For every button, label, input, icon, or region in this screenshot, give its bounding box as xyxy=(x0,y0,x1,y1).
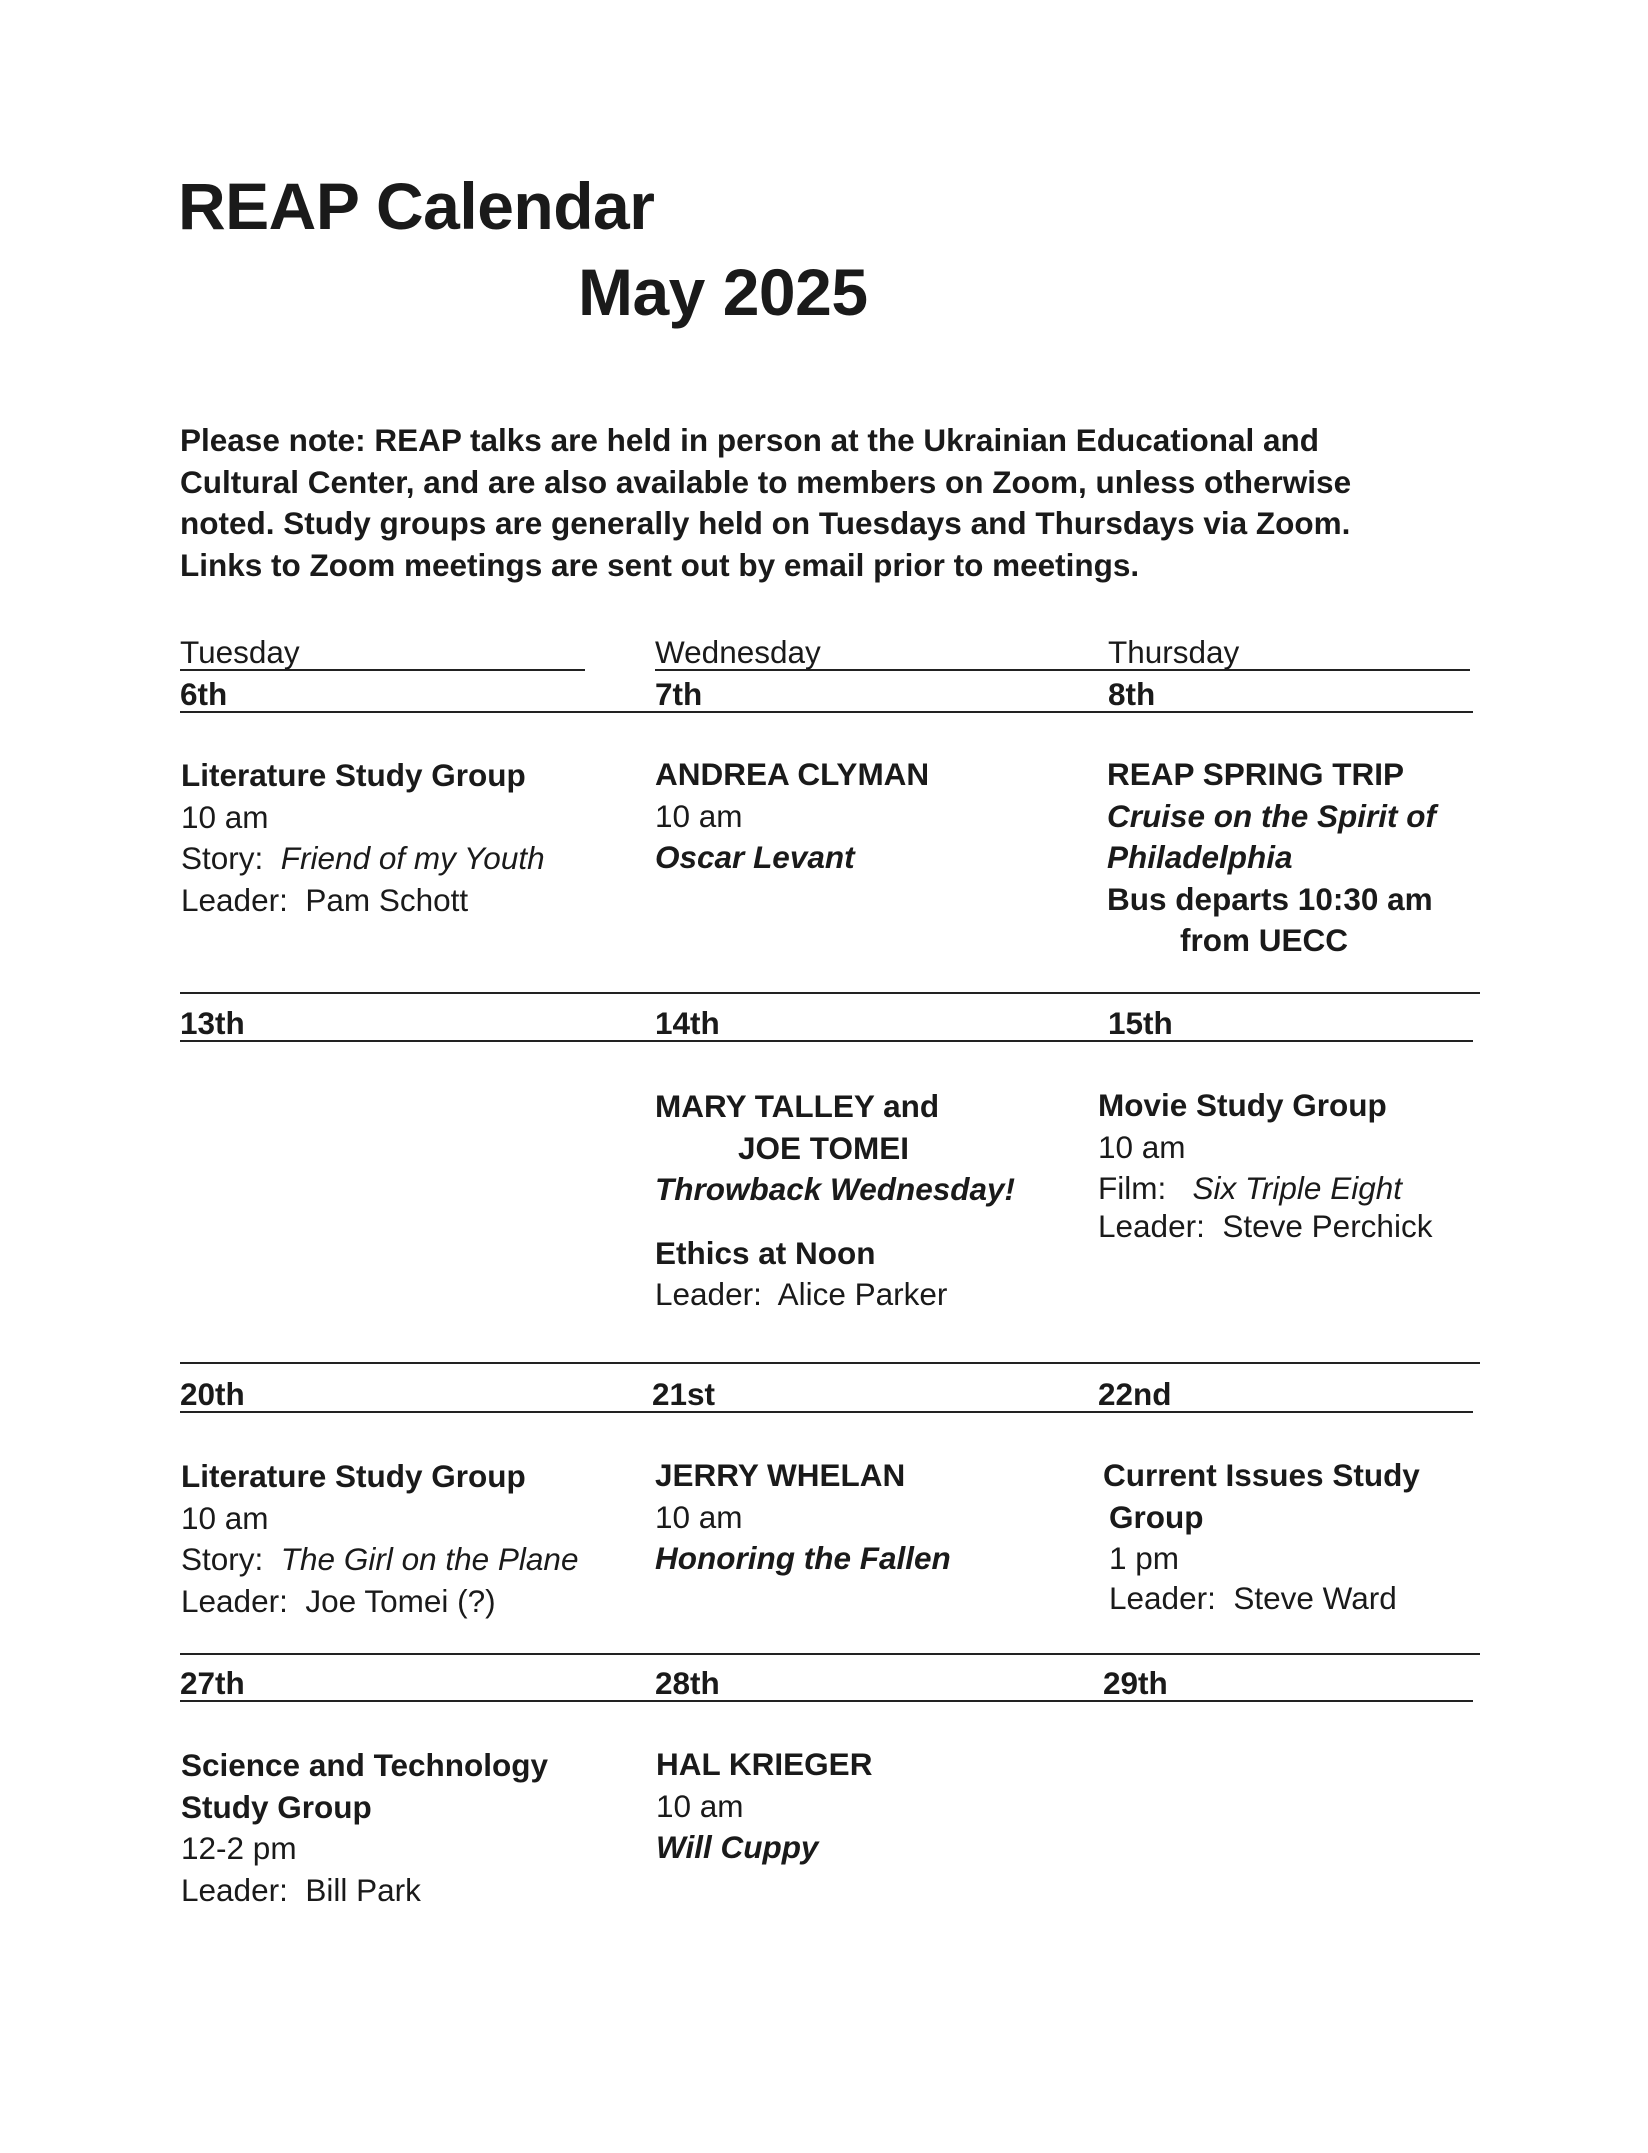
event-title: REAP SPRING TRIP xyxy=(1107,756,1404,792)
date-header: 20th xyxy=(180,1377,652,1413)
leader-name: Bill Park xyxy=(305,1871,421,1908)
date-header: 8th xyxy=(1108,677,1473,713)
event-time: 10 am xyxy=(181,798,269,835)
day-header-thursday: Thursday xyxy=(1108,635,1470,671)
date-header: 29th xyxy=(1103,1666,1473,1702)
event-talk xyxy=(655,1455,951,1580)
event-leader xyxy=(1103,1578,1420,1620)
event-time: 10 am xyxy=(1098,1128,1186,1165)
talk-topic: Oscar Levant xyxy=(655,839,855,875)
notice-line: noted. Study groups are generally held on Tuesdays and Thursdays via Zoom. xyxy=(180,505,1351,541)
event-leader xyxy=(1098,1206,1432,1248)
bus-departure: Bus departs 10:30 am xyxy=(1107,880,1433,917)
event-time: 10 am xyxy=(655,797,743,834)
notice-paragraph xyxy=(180,420,1480,586)
date-header: 28th xyxy=(655,1666,1103,1702)
event-title: Study Group xyxy=(181,1788,372,1825)
leader-name: Pam Schott xyxy=(305,881,469,918)
page-title: REAP Calendar xyxy=(178,169,655,243)
event-title: Group xyxy=(1109,1498,1204,1535)
date-header: 15th xyxy=(1108,1006,1473,1042)
event-ethics-title: Ethics at Noon xyxy=(655,1234,876,1271)
day-header-tuesday: Tuesday xyxy=(180,635,585,671)
leader-label: Leader: xyxy=(1098,1207,1205,1244)
speaker-name: HAL KRIEGER xyxy=(656,1746,873,1782)
event-time: 12-2 pm xyxy=(181,1830,297,1866)
talk-topic: Honoring the Fallen xyxy=(655,1540,951,1576)
event-time: 10 am xyxy=(655,1498,743,1535)
leader-label: Leader: xyxy=(1109,1579,1216,1616)
event-time: 10 am xyxy=(656,1787,744,1824)
bus-origin: from UECC xyxy=(1180,922,1349,958)
story-label: Story: xyxy=(181,840,264,876)
speaker-name: JOE TOMEI xyxy=(738,1129,909,1166)
event-title: Literature Study Group xyxy=(181,1458,526,1494)
row-divider xyxy=(180,992,1480,994)
leader-label: Leader: xyxy=(655,1276,762,1312)
story-title: The Girl on the Plane xyxy=(280,1541,579,1577)
date-header: 6th xyxy=(180,677,655,713)
date-header: 27th xyxy=(180,1666,655,1702)
event-time: 10 am xyxy=(181,1499,269,1536)
event-leader xyxy=(181,880,545,922)
event-leader xyxy=(181,1581,578,1623)
trip-topic-line: Philadelphia xyxy=(1107,839,1293,875)
date-header: 14th xyxy=(655,1006,1108,1042)
leader-label: Leader: xyxy=(181,1582,288,1619)
film-title: Six Triple Eight xyxy=(1192,1170,1402,1206)
story-title: Friend of my Youth xyxy=(280,840,545,876)
notice-line: Please note: REAP talks are held in person at the Ukrainian Educational and xyxy=(180,422,1319,458)
event-story xyxy=(181,1539,578,1581)
leader-name: Steve Ward xyxy=(1233,1579,1397,1616)
speaker-name: JERRY WHELAN xyxy=(655,1457,906,1493)
event-title: Literature Study Group xyxy=(181,757,526,793)
event-literature-study-group xyxy=(181,1456,578,1622)
event-talk xyxy=(656,1744,872,1869)
event-literature-study-group xyxy=(181,755,545,921)
notice-line: Cultural Center, and are also available to members on Zoom, unless otherwise xyxy=(180,463,1352,500)
event-science-technology-study-group xyxy=(181,1745,548,1911)
event-current-issues-study-group xyxy=(1103,1455,1420,1619)
event-time: 1 pm xyxy=(1109,1540,1180,1576)
event-leader xyxy=(655,1274,1015,1316)
speaker-name: ANDREA CLYMAN xyxy=(655,756,930,792)
page-subtitle: May 2025 xyxy=(578,255,868,329)
film-label: Film: xyxy=(1098,1170,1167,1206)
event-film xyxy=(1098,1168,1432,1210)
leader-name: Alice Parker xyxy=(777,1276,948,1312)
row-divider xyxy=(180,1653,1480,1655)
leader-name: Steve Perchick xyxy=(1222,1207,1433,1244)
event-title: Current Issues Study xyxy=(1103,1457,1420,1493)
speaker-name: MARY TALLEY and xyxy=(655,1088,940,1124)
notice-line: Links to Zoom meetings are sent out by email prior to meetings. xyxy=(180,546,1140,583)
leader-name: Joe Tomei (?) xyxy=(305,1582,496,1619)
event-title: Movie Study Group xyxy=(1098,1087,1387,1123)
date-header: 7th xyxy=(655,677,1108,713)
date-header: 22nd xyxy=(1098,1377,1473,1413)
event-spring-trip xyxy=(1107,754,1436,962)
row-divider xyxy=(180,1362,1480,1364)
leader-label: Leader: xyxy=(181,881,288,918)
event-talk xyxy=(655,754,929,879)
talk-topic: Throwback Wednesday! xyxy=(655,1171,1016,1207)
trip-topic-line: Cruise on the Spirit of xyxy=(1107,797,1437,834)
event-talk xyxy=(655,1086,1015,1316)
date-header: 21st xyxy=(652,1377,1098,1413)
event-movie-study-group xyxy=(1098,1085,1432,1247)
day-header-wednesday: Wednesday xyxy=(655,635,1110,671)
event-title: Science and Technology xyxy=(181,1747,549,1783)
event-story xyxy=(181,838,545,880)
talk-topic: Will Cuppy xyxy=(656,1829,819,1865)
story-label: Story: xyxy=(181,1541,264,1577)
date-header: 13th xyxy=(180,1006,655,1042)
event-leader xyxy=(181,1870,548,1912)
leader-label: Leader: xyxy=(181,1871,288,1908)
